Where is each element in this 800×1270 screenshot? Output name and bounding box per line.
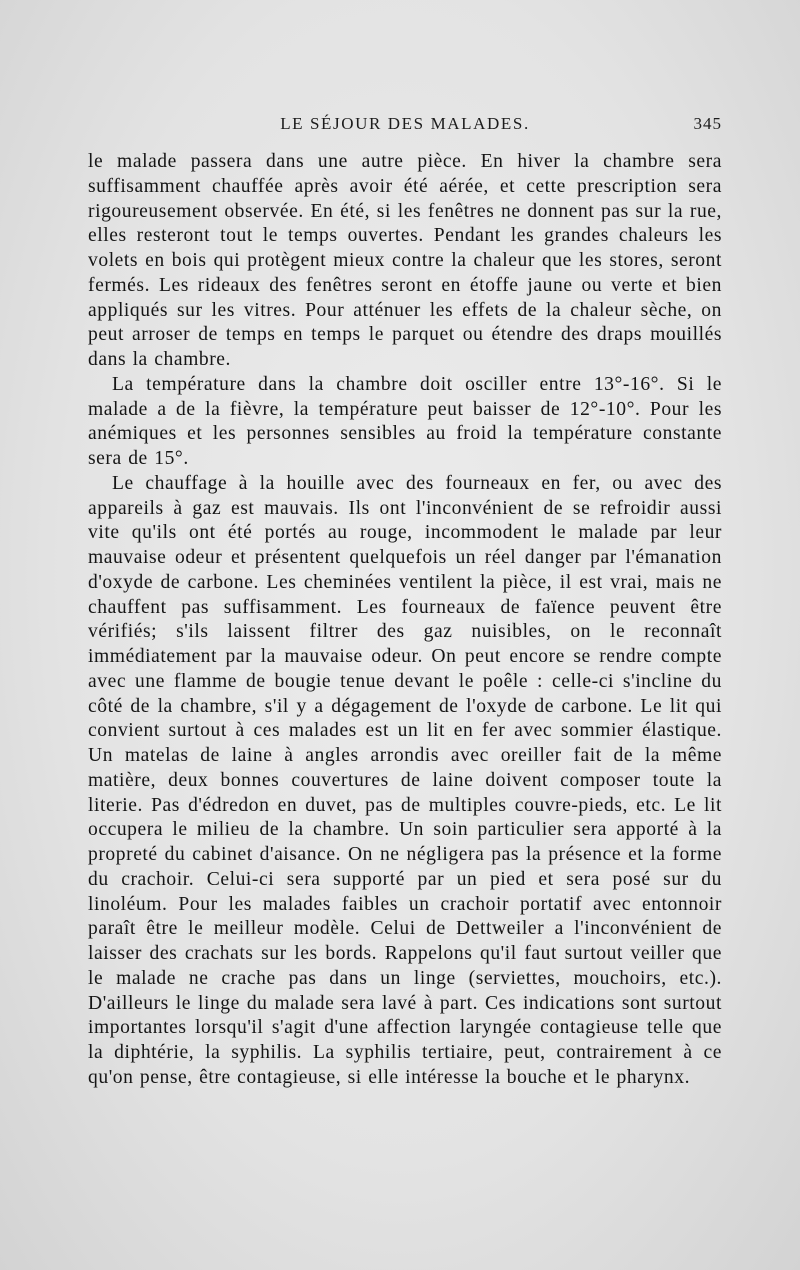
paragraph-continued: le malade passera dans une autre pièce. En hiver la chambre sera suffisamment chauffée après avoir été aérée, et cette prescription sera rigoureusement observée. En été, si les fenêtres ne donnent pas sur la rue, elles resteront tout le temps ouvertes. Pendant les grandes chaleurs les volets en bois qui protègent mieux contre la chaleur que les stores, seront fermés. Les rideaux des fenêtres seront en étoffe jaune ou verte et bien appliqués sur les vitres. Pour atténuer les effets de la chaleur sèche, on peut arroser de temps en temps le parquet ou étendre des draps mouillés dans la chambre. xyxy=(88,151,722,370)
page-header xyxy=(88,114,722,138)
paragraph-temperature: La température dans la chambre doit osciller entre 13°-16°. Si le malade a de la fièvre, la température peut baisser de 12°-10°. Pour les anémiques et les personnes sensibles au froid la température constante sera de 15°. xyxy=(88,373,722,469)
page-number: 345 xyxy=(693,114,722,133)
running-title: LE SÉJOUR DES MALADES. xyxy=(280,114,530,133)
body-text xyxy=(88,150,722,1091)
paragraph-heating: Le chauffage à la houille avec des fourneaux en fer, ou avec des appareils à gaz est mauvais. Ils ont l'inconvénient de se refroidir aussi vite qu'ils ont été portés au rouge, incommodent le malade par leur mauvaise odeur et présentent quelquefois un réel danger par l'émanation d'oxyde de carbone. Les cheminées ventilent la pièce, il est vrai, mais ne chauffent pas suffisamment. Les fourneaux de faïence peuvent être vérifiés; s'ils laissent filtrer des gaz nuisibles, on le reconnaît immédiatement par la mauvaise odeur. On peut encore se rendre compte avec une flamme de bougie tenue devant le poêle : celle-ci s'incline du côté de la chambre, s'il y a dégagement de l'oxyde de carbone. Le lit qui convient surtout à ces malades est un lit en fer avec sommier élastique. Un matelas de laine à angles arrondis avec oreiller fait de la même matière, deux bonnes couvertures de laine doivent composer toute la literie. Pas d'édredon en duvet, pas de multiples couvre-pieds, etc. Le lit occupera le milieu de la chambre. Un soin particulier sera apporté à la propreté du cabinet d'aisance. On ne négligera pas la présence et la forme du crachoir. Celui-ci sera supporté par un pied et sera posé sur du linoléum. Pour les malades faibles un crachoir portatif avec entonnoir paraît être le meilleur modèle. Celui de Dettweiler a l'inconvénient de laisser des crachats sur les bords. Rappelons qu'il faut surtout veiller que le malade ne crache pas dans un linge (serviettes, mouchoirs, etc.). D'ailleurs le linge du malade sera lavé à part. Ces indications sont surtout importantes lorsqu'il s'agit d'une affection laryngée contagieuse telle que la diphtérie, la syphilis. La syphilis tertiaire, peut, contrairement à ce qu'on pense, être contagieuse, si elle intéresse la bouche et le pharynx. xyxy=(88,472,722,1088)
